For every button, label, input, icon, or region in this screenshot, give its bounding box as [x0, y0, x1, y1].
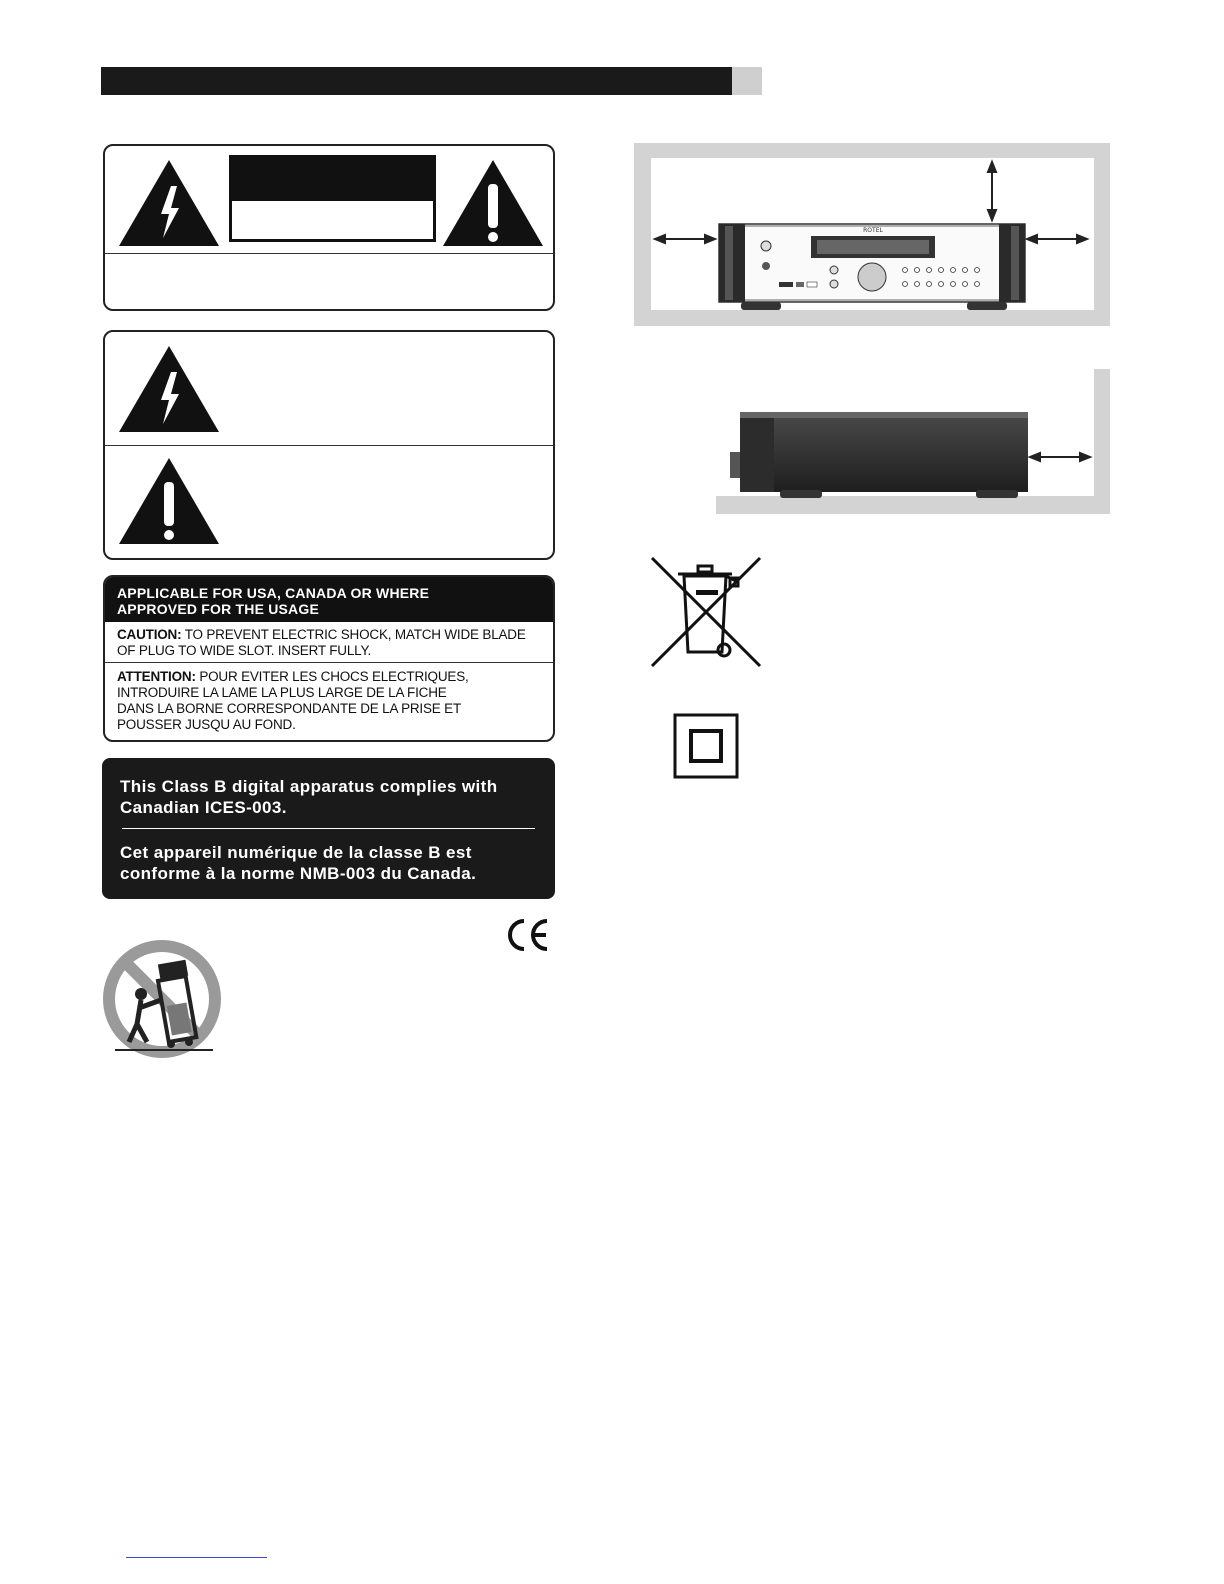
attention-line: POUR EVITER LES CHOCS ELECTRIQUES,: [199, 669, 469, 684]
ices-french: [120, 842, 539, 884]
ices-english-line: Canadian ICES-003.: [120, 798, 287, 817]
ices-english-line: This Class B digital apparatus complies with: [120, 777, 498, 796]
lightning-warning-icon: [117, 158, 221, 248]
caution-label-plate: [229, 155, 436, 242]
caution-line: TO PREVENT ELECTRIC SHOCK, MATCH WIDE BLADE: [184, 627, 526, 642]
caution-text: [105, 622, 553, 663]
attention-line: POUSSER JUSQU AU FOND.: [117, 717, 296, 732]
ices-english: [120, 776, 539, 818]
exclamation-warning-icon: [117, 456, 221, 546]
ices-french-line: Cet appareil numérique de la classe B est: [120, 843, 472, 862]
caution-divider: [105, 253, 553, 254]
lightning-warning-icon: [117, 344, 221, 434]
footer-link-underline: [126, 1557, 267, 1558]
double-square-icon: [673, 713, 739, 779]
symbol-divider: [105, 445, 553, 446]
region-heading-line: APPROVED FOR THE USAGE: [117, 601, 319, 617]
ce-mark-icon: [504, 918, 550, 952]
plug-notice-panel: [103, 575, 555, 742]
attention-line: DANS LA BORNE CORRESPONDANTE DE LA PRISE ET: [117, 701, 461, 716]
caution-label: CAUTION:: [117, 627, 182, 642]
caution-line: OF PLUG TO WIDE SLOT. INSERT FULLY.: [117, 643, 372, 658]
attention-text: [105, 663, 553, 733]
ices-compliance-panel: [102, 758, 555, 899]
exclamation-warning-icon: [441, 158, 545, 248]
crossed-bin-icon: [646, 552, 766, 672]
side-wall: [1094, 369, 1110, 514]
attention-line: INTRODUIRE LA LAME LA PLUS LARGE DE LA FICHE: [117, 685, 447, 700]
header-bar: [101, 67, 732, 95]
amplifier-front-illustration: [651, 158, 1094, 310]
attention-label: ATTENTION:: [117, 669, 196, 684]
no-cart-icon: [101, 938, 223, 1060]
region-heading: [105, 577, 553, 622]
ices-french-line: conforme à la norme NMB-003 du Canada.: [120, 864, 477, 883]
ices-divider: [122, 828, 535, 829]
amp-logo: ROTEL: [863, 227, 883, 234]
amplifier-side-illustration: [728, 404, 1094, 500]
symbol-explanation-panel: [103, 330, 555, 560]
region-heading-line: APPLICABLE FOR USA, CANADA OR WHERE: [117, 585, 430, 601]
header-bar-end: [732, 67, 762, 95]
caution-label-panel: [103, 144, 555, 311]
